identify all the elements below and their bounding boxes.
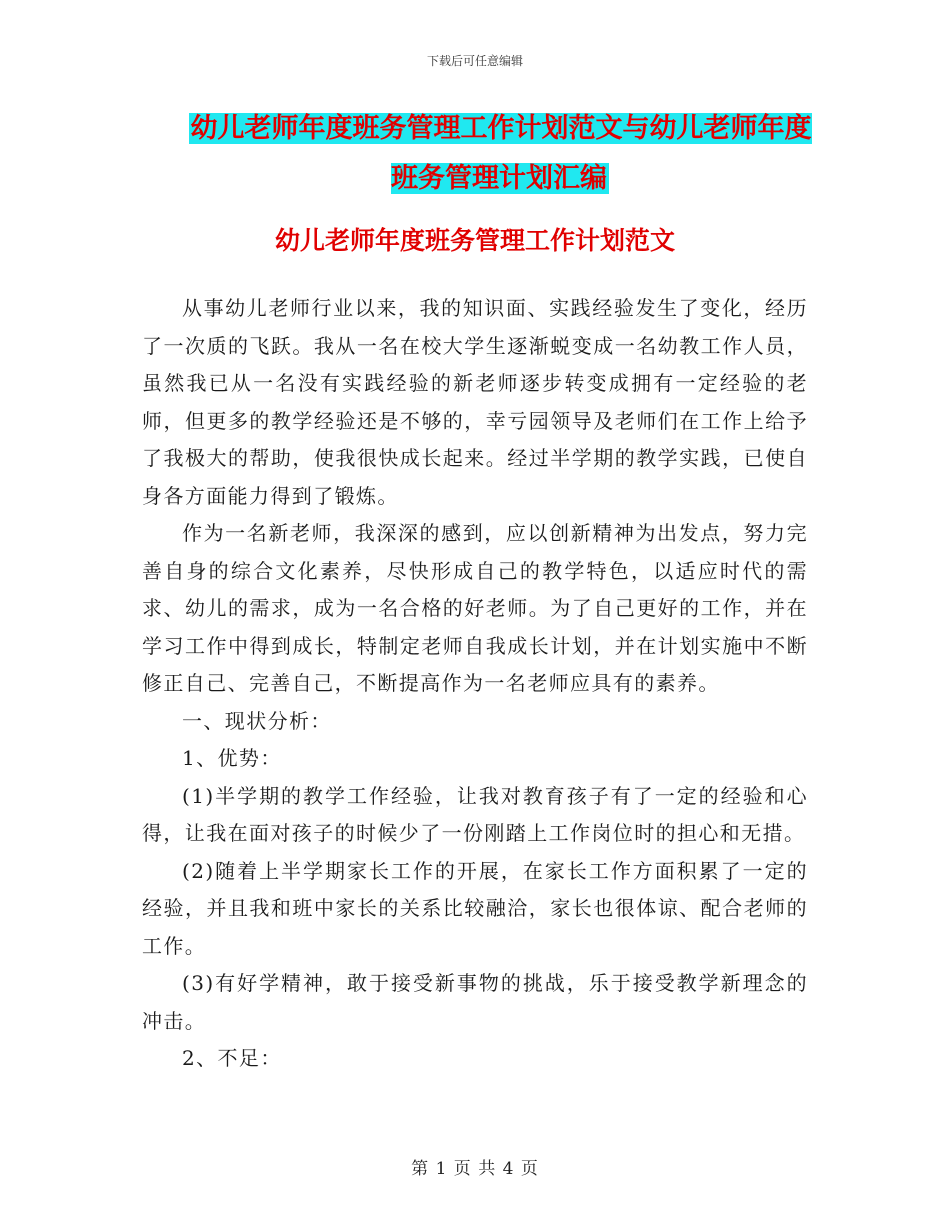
paragraph: 1、优势： — [182, 746, 282, 770]
body-text — [142, 290, 808, 1078]
page-footer: 第 1 页 共 4 页 — [411, 1159, 539, 1179]
paragraph: (3)有好学精神，敢于接受新事物的挑战，乐于接受教学新理念的冲击。 — [142, 971, 808, 1033]
paragraph: 从事幼儿老师行业以来，我的知识面、实践经验发生了变化，经历了一次质的飞跃。我从一名在校大学生逐渐蜕变成一名幼教工作人员，虽然我已从一名没有实践经验的新老师逐步转变成拥有一定经验的老师，但更多的教学经验还是不够的，幸亏园领导及老师们在工作上给予了我极大的帮助，使我很快成长起来。经过半学期的教学实践，已使自身各方面能力得到了锻炼。 — [142, 296, 808, 508]
paragraph: 2、不足： — [182, 1046, 282, 1070]
paragraph: (2)随着上半学期家长工作的开展，在家长工作方面积累了一定的经验，并且我和班中家长的关系比较融洽，家长也很体谅、配合老师的工作。 — [142, 858, 808, 958]
document-title — [180, 104, 820, 204]
paragraph: (1)半学期的教学工作经验，让我对教育孩子有了一定的经验和心得，让我在面对孩子的时候少了一份刚踏上工作岗位时的担心和无措。 — [142, 783, 808, 845]
paragraph: 一、现状分析： — [182, 708, 332, 733]
paragraph: 作为一名新老师，我深深的感到，应以创新精神为出发点，努力完善自身的综合文化素养，尽快形成自己的教学特色，以适应时代的需求、幼儿的需求，成为一名合格的好老师。为了自己更好的工作，并在学习工作中得到成长，特制定老师自我成长计划，并在计划实施中不断修正自己、完善自己，不断提高作为一名老师应具有的素养。 — [142, 521, 808, 695]
document-title-text: 幼儿老师年度班务管理工作计划范文与幼儿老师年度班务管理计划汇编 — [190, 113, 812, 194]
section-title: 幼儿老师年度班务管理工作计划范文 — [274, 226, 675, 255]
header-note: 下载后可任意编辑 — [426, 54, 523, 68]
